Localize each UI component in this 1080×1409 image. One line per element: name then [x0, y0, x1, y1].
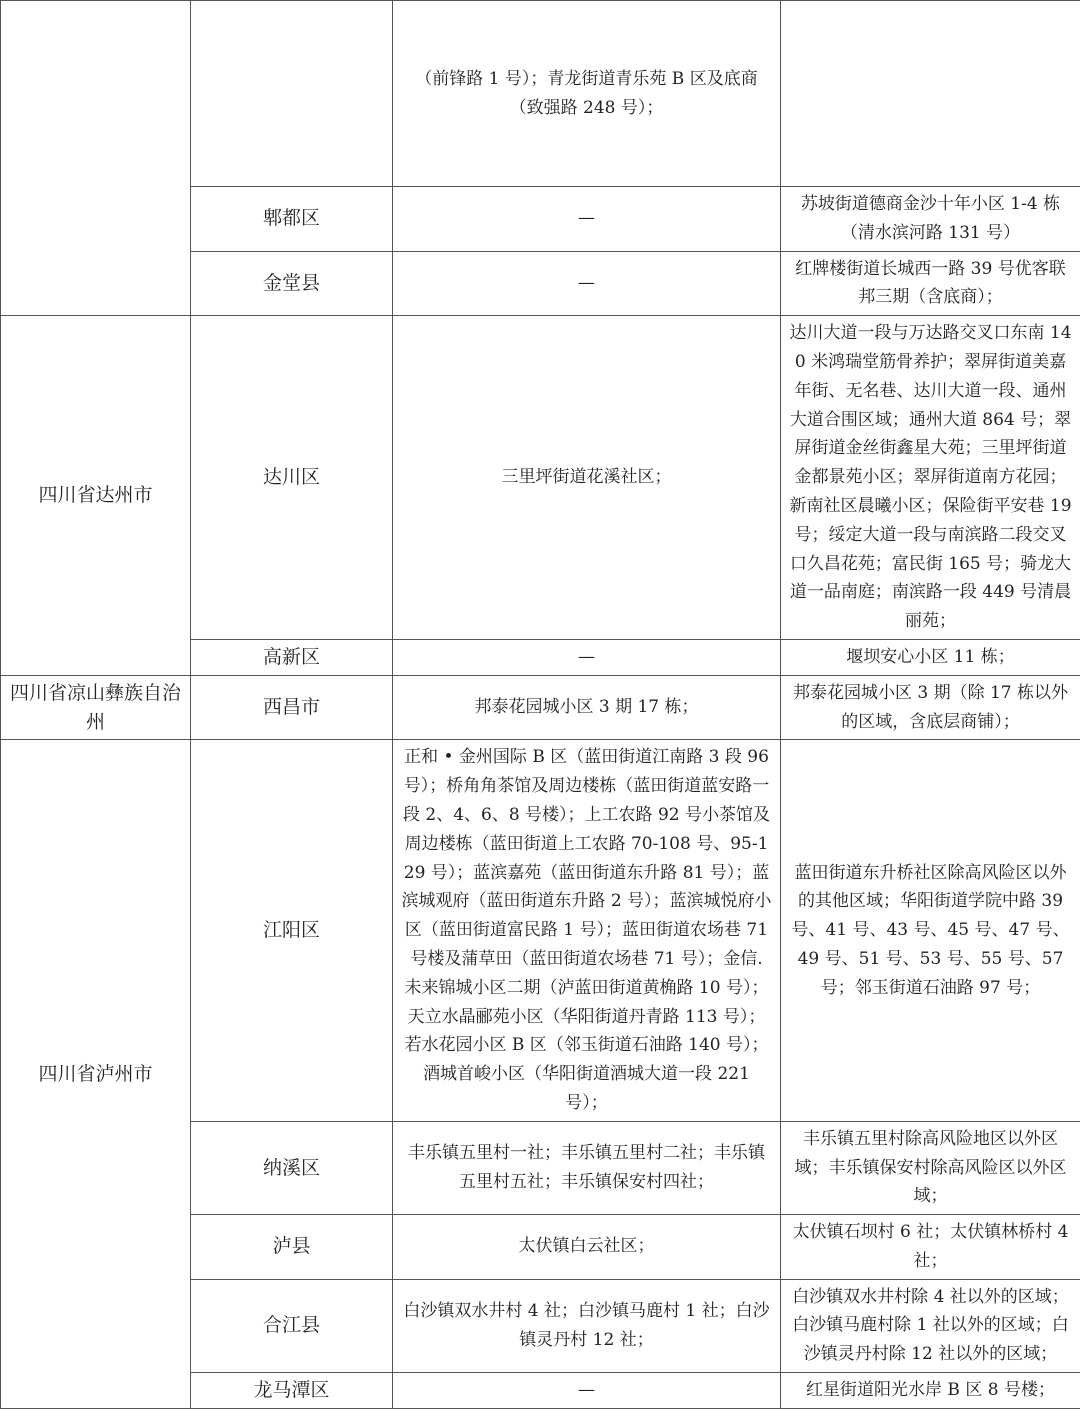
high-risk-cell: 白沙镇双水井村 4 社；白沙镇马鹿村 1 社；白沙镇灵丹村 12 社；: [393, 1279, 781, 1372]
medium-risk-cell: 堰坝安心小区 11 栋；: [781, 639, 1080, 675]
table-row: [1, 316, 1080, 640]
medium-risk-cell: 蓝田街道东升桥社区除高风险区以外的其他区域；华阳街道学院中路 39 号、41 号、43 号、45 号、47 号、49 号、51 号、53 号、55 号、57 号；邻玉街道石油路 97 号；: [781, 740, 1080, 1121]
medium-risk-cell: 丰乐镇五里村除高风险地区以外区域；丰乐镇保安村除高风险区以外区域；: [781, 1121, 1080, 1214]
district-cell: 江阳区: [191, 740, 393, 1121]
district-cell: 达川区: [191, 316, 393, 640]
high-risk-cell: 邦泰花园城小区 3 期 17 栋；: [393, 675, 781, 740]
high-risk-cell: 三里坪街道花溪社区；: [393, 316, 781, 640]
medium-risk-cell: 达川大道一段与万达路交叉口东南 140 米鸿瑞堂筋骨养护；翠屏街道美嘉年街、无名巷、达川大道一段、通州大道合围区域；通州大道 864 号；翠屏街道金丝街鑫星大苑；三里坪街道金都景苑小区；翠屏街道南方花园；新南社区晨曦小区；保险街平安巷 19 号；绥定大道一段与南滨路二段交叉口久昌花苑；富民街 165 号；骑龙大道一品南庭；南滨路一段 449 号清晨丽苑；: [781, 316, 1080, 640]
high-risk-cell: —: [393, 187, 781, 252]
city-cell: 四川省泸州市: [1, 740, 191, 1409]
table-row: [1, 675, 1080, 740]
medium-risk-cell: 邦泰花园城小区 3 期（除 17 栋以外的区域，含底层商铺）；: [781, 675, 1080, 740]
district-cell: 金堂县: [191, 251, 393, 316]
high-risk-cell: 丰乐镇五里村一社；丰乐镇五里村二社；丰乐镇五里村五社；丰乐镇保安村四社；: [393, 1121, 781, 1214]
city-cell: 四川省凉山彝族自治州: [1, 675, 191, 740]
high-risk-cell: —: [393, 1373, 781, 1409]
medium-risk-cell: 红星街道阳光水岸 B 区 8 号楼；: [781, 1373, 1080, 1409]
city-cell: [1, 1, 191, 316]
high-risk-cell: —: [393, 251, 781, 316]
medium-risk-cell: 太伏镇石坝村 6 社；太伏镇林桥村 4 社；: [781, 1215, 1080, 1280]
city-cell: 四川省达州市: [1, 316, 191, 676]
high-risk-cell: 正和 • 金州国际 B 区（蓝田街道江南路 3 段 96 号）；桥角角茶馆及周边楼栋（蓝田街道蓝安路一段 2、4、6、8 号楼）；上工农路 92 号小茶馆及周边楼栋（蓝田街道上工农路 70-108 号、95-129 号）；蓝滨嘉苑（蓝田街道东升路 81 号）；蓝滨城观府（蓝田街道东升路 2 号）；蓝滨城悦府小区（蓝田街道富民路 1 号）；蓝田街道农场巷 71 号楼及蒲草田（蓝田街道农场巷 71 号）；金信. 未来锦城小区二期（泸蓝田街道黄桷路 10 号）；天立水晶郦苑小区（华阳街道丹青路 113 号）；若水花园小区 B 区（邻玉街道石油路 140 号）；酒城首峻小区（华阳街道酒城大道一段 221 号）；: [393, 740, 781, 1121]
medium-risk-cell: 红牌楼街道长城西一路 39 号优客联邦三期（含底商）；: [781, 251, 1080, 316]
high-risk-cell: 太伏镇白云社区；: [393, 1215, 781, 1280]
high-risk-cell: （前锋路 1 号）；青龙街道青乐苑 B 区及底商（致强路 248 号）；: [393, 1, 781, 187]
high-risk-cell: —: [393, 639, 781, 675]
medium-risk-cell: 白沙镇双水井村除 4 社以外的区域；白沙镇马鹿村除 1 社以外的区域；白沙镇灵丹村除 12 社以外的区域；: [781, 1279, 1080, 1372]
district-cell: 泸县: [191, 1215, 393, 1280]
district-cell: 龙马潭区: [191, 1373, 393, 1409]
medium-risk-cell: [781, 1, 1080, 187]
district-cell: 西昌市: [191, 675, 393, 740]
district-cell: 高新区: [191, 639, 393, 675]
district-cell: [191, 1, 393, 187]
district-cell: 纳溪区: [191, 1121, 393, 1214]
table-row: [1, 1, 1080, 187]
table-row: [1, 740, 1080, 1121]
district-cell: 郫都区: [191, 187, 393, 252]
medium-risk-cell: 苏坡街道德商金沙十年小区 1-4 栋（清水滨河路 131 号）: [781, 187, 1080, 252]
district-cell: 合江县: [191, 1279, 393, 1372]
